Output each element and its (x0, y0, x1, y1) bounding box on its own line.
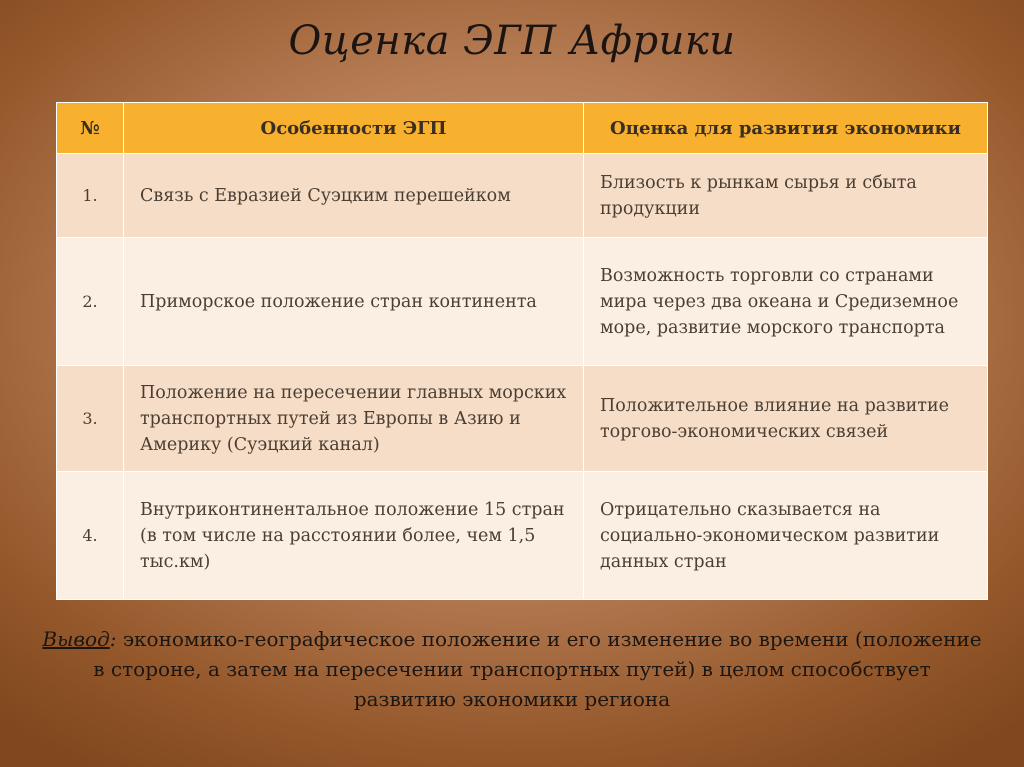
row-assessment: Близость к рынкам сырья и сбыта продукции (584, 154, 988, 238)
row-number: 3. (57, 366, 124, 472)
row-feature: Внутриконтинентальное положение 15 стран (в том числе на расстоянии более, чем 1,5 тыс.км) (124, 472, 584, 600)
conclusion-text: экономико-географическое положение и его изменение во времени (положение в стороне, а затем на пересечении транспортных путей) в целом способствует развитию экономики региона (93, 627, 982, 711)
egp-table (56, 102, 988, 600)
table-header-row (57, 103, 988, 154)
conclusion (40, 624, 984, 714)
row-assessment: Положительное влияние на развитие торгово-экономических связей (584, 366, 988, 472)
header-features: Особенности ЭГП (124, 103, 584, 154)
row-number: 1. (57, 154, 124, 238)
row-assessment: Отрицательно сказывается на социально-экономическом развитии данных стран (584, 472, 988, 600)
row-number: 2. (57, 238, 124, 366)
table-row (57, 366, 988, 472)
header-number: № (57, 103, 124, 154)
slide-title: Оценка ЭГП Африки (288, 18, 736, 64)
row-feature: Связь с Евразией Суэцким перешейком (124, 154, 584, 238)
conclusion-colon: : (109, 627, 117, 651)
header-assessment: Оценка для развития экономики (584, 103, 988, 154)
row-feature: Положение на пересечении главных морских транспортных путей из Европы в Азию и Америку (Суэцкий канал) (124, 366, 584, 472)
row-number: 4. (57, 472, 124, 600)
table-row (57, 238, 988, 366)
conclusion-label: Вывод (42, 627, 110, 651)
row-assessment: Возможность торговли со странами мира через два океана и Средиземное море, развитие морского транспорта (584, 238, 988, 366)
row-feature: Приморское положение стран континента (124, 238, 584, 366)
table-row (57, 472, 988, 600)
table-row (57, 154, 988, 238)
